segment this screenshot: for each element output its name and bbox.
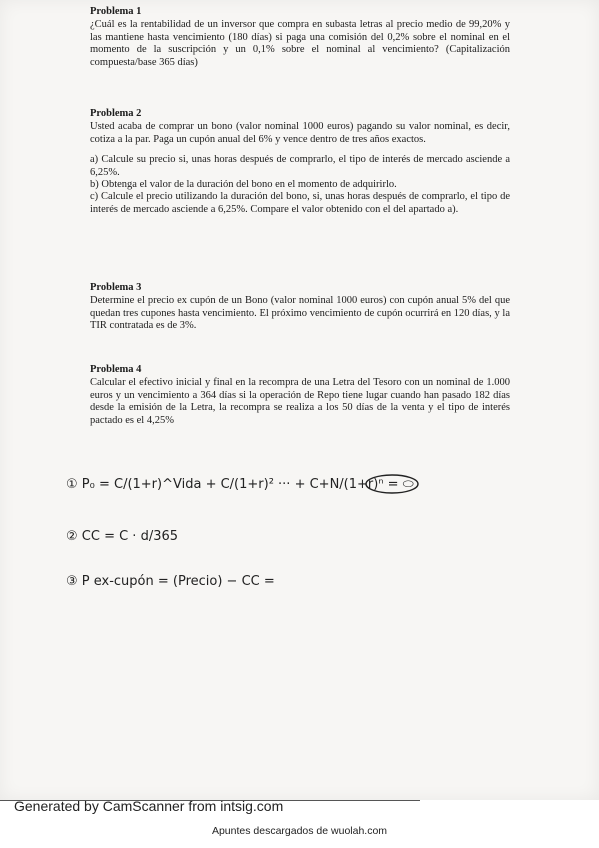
problem-4-title: Problema 4 <box>90 364 142 375</box>
problem-3-text: Determine el precio ex cupón de un Bono (valor nominal 1000 euros) con cupón anual 5% del que quedan tres cupones hasta vencimiento. El próximo vencimiento de cupón ocurrirá en 120 días, y la TIR contratada es de 3%. <box>90 295 510 332</box>
wuolah-footer: Apuntes descargados de wuolah.com <box>211 825 388 837</box>
problem-2-text: Usted acaba de comprar un bono (valor nominal 1000 euros) pagando su valor nominal, es decir, cotiza a la par. Paga un cupón anual del 6% y vence dentro de tres años exactos. <box>90 121 510 145</box>
problem-2-item-c: c) Calcule el precio utilizando la duración del bono, si, unas horas después de comprarlo, el tipo de interés de mercado asciende a 6,25%. Compare el valor obtenido con el del apartado a). <box>90 191 510 215</box>
problem-1-text: ¿Cuál es la rentabilidad de un inversor que compra en subasta letras al precio medio de 99,20% y las mantiene hasta vencimiento (180 días) si paga una comisión del 0,2% sobre el nominal en el momento de la suscripción y un 0,1% sobre el nominal al vencimiento? (Capitalización compuesta/base 365 días) <box>90 19 510 68</box>
camscanner-footer: Generated by CamScanner from intsig.com <box>14 798 284 814</box>
problem-1-title: Problema 1 <box>90 6 142 17</box>
handwritten-line-3: ③ P ex-cupón = (Precio) − CC = <box>66 574 275 589</box>
problem-2-title: Problema 2 <box>90 108 142 119</box>
problem-4-text: Calcular el efectivo inicial y final en la recompra de una Letra del Tesoro con un nominal de 1.000 euros y un vencimiento a 364 días si la operación de Repo tiene lugar cuando han pasado 182 días desde la emisión de la Letra, la recompra se realiza a los 50 días de la venta y el tipo de interés pactado es el 4,25% <box>90 377 510 426</box>
handwritten-line-2: ② CC = C · d/365 <box>66 529 179 544</box>
problem-2-item-b: b) Obtenga el valor de la duración del bono en el momento de adquirirlo. <box>90 179 397 191</box>
problem-3-title: Problema 3 <box>90 282 142 293</box>
handwritten-line-1: ① P₀ = C/(1+r)^Vida + C/(1+r)² ··· + C+N/(1+r)ⁿ = ⬭ <box>66 477 414 492</box>
problem-2-item-a: a) Calcule su precio si, unas horas después de comprarlo, el tipo de interés de mercado asciende a 6,25%. <box>90 154 510 178</box>
